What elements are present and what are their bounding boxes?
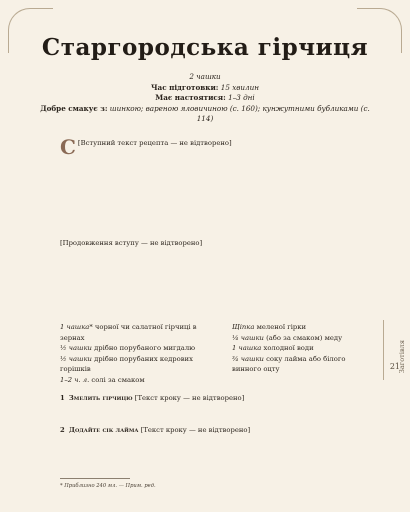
- step-text: [Текст кроку — не відтворено]: [140, 426, 251, 434]
- ingredient-item: [232, 322, 362, 333]
- step-text: [Текст кроку — не відтворено]: [134, 394, 245, 402]
- page-title: Старгородська гірчиця: [41, 34, 369, 61]
- ingredient-item: [60, 322, 210, 343]
- page-number: 21: [389, 362, 400, 371]
- recipe-meta: [40, 72, 370, 125]
- step-1: [60, 393, 350, 403]
- ingredients-right: [232, 322, 362, 375]
- ingredient-qty: ¾ чашки: [232, 354, 264, 363]
- rest-time: [40, 93, 370, 104]
- step-number: 1: [60, 394, 65, 402]
- ingredient-name: чорної чи салатної гірчиці в зернах: [60, 323, 197, 342]
- ingredient-name: дрібно порубаних кедрових горішків: [60, 354, 193, 373]
- serve-label: Добре смакує з:: [40, 103, 108, 113]
- ingredient-item: [232, 354, 362, 375]
- ingredient-qty: ¼ чашки: [232, 333, 264, 342]
- footnote-rule: [60, 478, 130, 479]
- serve-with: [40, 104, 370, 125]
- ingredient-item: [232, 333, 362, 344]
- step-number: 2: [60, 426, 65, 434]
- ingredient-item: [60, 375, 210, 386]
- servings: 2 чашки: [189, 72, 221, 81]
- side-bracket: [383, 320, 398, 380]
- prep-value: 15 хвилин: [220, 82, 260, 92]
- ingredient-item: [232, 343, 362, 354]
- rest-value: 1–3 дні: [228, 93, 255, 102]
- ingredients-left: [60, 322, 210, 385]
- ingredient-qty: ½ чашки: [60, 354, 92, 363]
- drop-cap: С: [60, 135, 76, 159]
- ingredient-qty: 1–2 ч. л.: [60, 375, 90, 384]
- ingredient-name: солі за смаком: [89, 375, 145, 384]
- prep-label: Час підготовки:: [150, 82, 219, 92]
- ingredient-name: (або за смаком) меду: [263, 333, 343, 342]
- section-label: Заготівля: [398, 340, 406, 374]
- step-heading: Додайте сік лайма: [68, 426, 139, 434]
- ingredient-qty: 1 чашка*: [60, 323, 93, 331]
- ingredient-qty: Щіпка: [232, 323, 255, 331]
- ingredient-qty: 1 чашка: [232, 344, 262, 352]
- intro-text: [Вступний текст рецепта — не відтворено]: [77, 139, 232, 147]
- step-heading: Змелить гірчицю: [68, 394, 133, 402]
- ingredient-item: [60, 343, 210, 354]
- prep-time: [40, 83, 370, 94]
- footnote: * Приблизно 240 мл. — Прим. ред.: [60, 483, 156, 489]
- ingredient-name: соку лайма або білого винного оцту: [232, 354, 346, 373]
- serve-value: шинкою; вареною яловичиною (с. 160); кунжутними бубликами (с. 114): [109, 103, 370, 123]
- ingredient-name: холодної води: [261, 344, 314, 352]
- rest-label: Має настоятися:: [155, 93, 226, 102]
- ingredient-item: [60, 354, 210, 375]
- intro-paragraph: [60, 135, 350, 159]
- intro-paragraph-2: [Продовження вступу — не відтворено]: [60, 239, 203, 247]
- ingredient-qty: ½ чашки: [60, 344, 92, 352]
- ingredient-name: дрібно порубаного мигдалю: [91, 344, 196, 352]
- ingredient-name: меленої гірки: [254, 323, 307, 331]
- step-2: [60, 425, 350, 435]
